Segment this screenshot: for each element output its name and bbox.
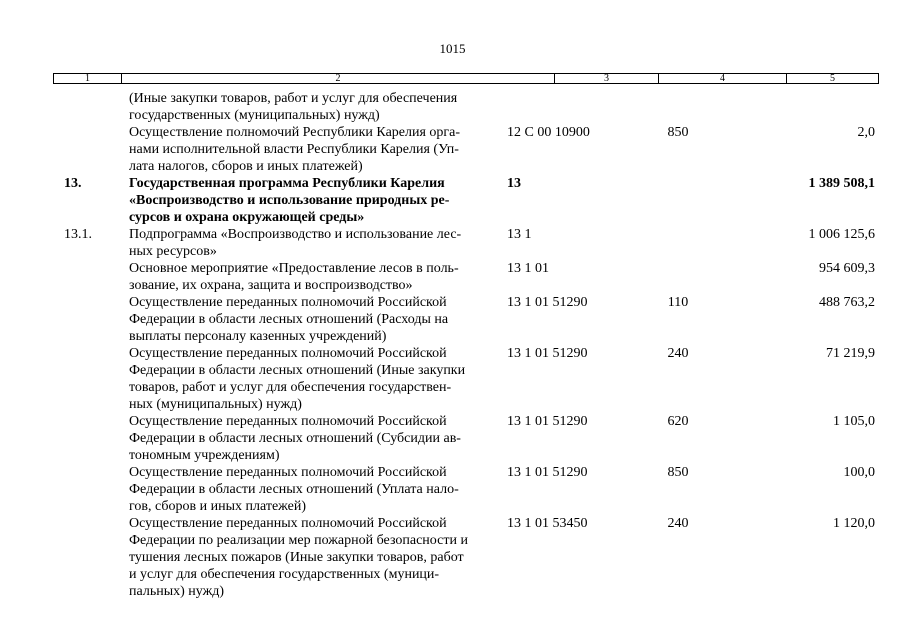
row-number: 13.1. — [64, 227, 92, 242]
table-row — [0, 345, 905, 413]
description-line: Подпрограмма «Воспроизводство и использование лес- — [129, 227, 462, 242]
row-amount: 1 105,0 — [833, 414, 875, 429]
header-col-5: 5 — [830, 73, 835, 84]
description-line: зование, их охрана, защита и воспроизводство» — [129, 278, 413, 293]
row-amount: 1 006 125,6 — [808, 227, 875, 242]
table-header-row — [53, 73, 879, 84]
header-col-4: 4 — [659, 74, 787, 83]
description-line: Федерации в области лесных отношений (Расходы на — [129, 312, 449, 327]
row-amount: 954 609,3 — [819, 261, 875, 276]
row-amount: 71 219,9 — [826, 346, 875, 361]
description-line: сурсов и охрана окружающей среды» — [129, 210, 365, 225]
header-col-1: 1 — [54, 74, 122, 83]
description-line: Федерации по реализации мер пожарной безопасности и — [129, 533, 468, 548]
row-description — [129, 345, 499, 413]
table-body — [0, 90, 905, 600]
row-description — [129, 515, 499, 600]
description-line: гов, сборов и иных платежей) — [129, 499, 307, 514]
row-amount: 488 763,2 — [819, 295, 875, 310]
description-line: Государственная программа Республики Карелия — [129, 176, 445, 191]
header-col-2: 2 — [122, 74, 555, 83]
table-row — [0, 515, 905, 600]
row-code: 13 — [507, 176, 521, 191]
row-code: 13 1 01 53450 — [507, 516, 588, 531]
row-description — [129, 294, 499, 345]
row-code: 13 1 01 51290 — [507, 465, 588, 480]
row-number: 13. — [64, 176, 82, 191]
description-line: выплаты персоналу казенных учреждений) — [129, 329, 387, 344]
table-row — [0, 294, 905, 345]
description-line: Федерации в области лесных отношений (Уплата нало- — [129, 482, 459, 497]
table-row — [0, 260, 905, 294]
description-line: государственных (муниципальных) нужд) — [129, 108, 380, 123]
description-line: Осуществление переданных полномочий Российской — [129, 414, 447, 429]
table-row — [0, 175, 905, 226]
description-line: Осуществление переданных полномочий Российской — [129, 295, 447, 310]
row-code: 13 1 01 51290 — [507, 295, 588, 310]
description-line: Осуществление переданных полномочий Российской — [129, 465, 447, 480]
row-description — [129, 260, 499, 294]
description-line: Федерации в области лесных отношений (Субсидии ав- — [129, 431, 461, 446]
row-amount: 1 389 508,1 — [808, 176, 875, 191]
description-line: товаров, работ и услуг для обеспечения государствен- — [129, 380, 452, 395]
description-line: Основное мероприятие «Предоставление лесов в поль- — [129, 261, 459, 276]
description-line: тушения лесных пожаров (Иные закупки товаров, работ — [129, 550, 464, 565]
description-line: пальных) нужд) — [129, 584, 225, 599]
row-expense-type: 850 — [667, 125, 689, 140]
table-row — [0, 464, 905, 515]
description-line: «Воспроизводство и использование природных ре- — [129, 193, 450, 208]
row-code: 12 С 00 10900 — [507, 125, 590, 140]
description-line: тономным учреждениям) — [129, 448, 280, 463]
row-amount: 2,0 — [857, 125, 875, 140]
description-line: и услуг для обеспечения государственных (муници- — [129, 567, 440, 582]
description-line: лата налогов, сборов и иных платежей) — [129, 159, 363, 174]
row-description — [129, 413, 499, 464]
row-code: 13 1 01 — [507, 261, 549, 276]
row-description — [129, 90, 499, 124]
page-number: 1015 — [439, 41, 466, 56]
description-line: нами исполнительной власти Республики Карелия (Уп- — [129, 142, 459, 157]
description-line: Осуществление переданных полномочий Российской — [129, 346, 447, 361]
row-expense-type: 240 — [667, 346, 689, 361]
row-description — [129, 464, 499, 515]
row-code: 13 1 — [507, 227, 532, 242]
description-line: ных (муниципальных) нужд) — [129, 397, 302, 412]
description-line: (Иные закупки товаров, работ и услуг для обеспечения — [129, 91, 458, 106]
row-expense-type: 240 — [667, 516, 689, 531]
row-expense-type: 620 — [667, 414, 689, 429]
description-line: Осуществление переданных полномочий Российской — [129, 516, 447, 531]
table-row — [0, 226, 905, 260]
row-expense-type: 850 — [667, 465, 689, 480]
row-amount: 100,0 — [843, 465, 875, 480]
description-line: Федерации в области лесных отношений (Иные закупки — [129, 363, 466, 378]
row-description — [129, 175, 499, 226]
table-row — [0, 124, 905, 175]
row-code: 13 1 01 51290 — [507, 414, 588, 429]
row-expense-type: 110 — [667, 295, 689, 310]
row-description — [129, 124, 499, 175]
description-line: ных ресурсов» — [129, 244, 217, 259]
table-row — [0, 413, 905, 464]
header-col-3: 3 — [555, 74, 659, 83]
table-row — [0, 90, 905, 124]
row-amount: 1 120,0 — [833, 516, 875, 531]
row-description — [129, 226, 499, 260]
row-code: 13 1 01 51290 — [507, 346, 588, 361]
description-line: Осуществление полномочий Республики Карелия орга- — [129, 125, 461, 140]
